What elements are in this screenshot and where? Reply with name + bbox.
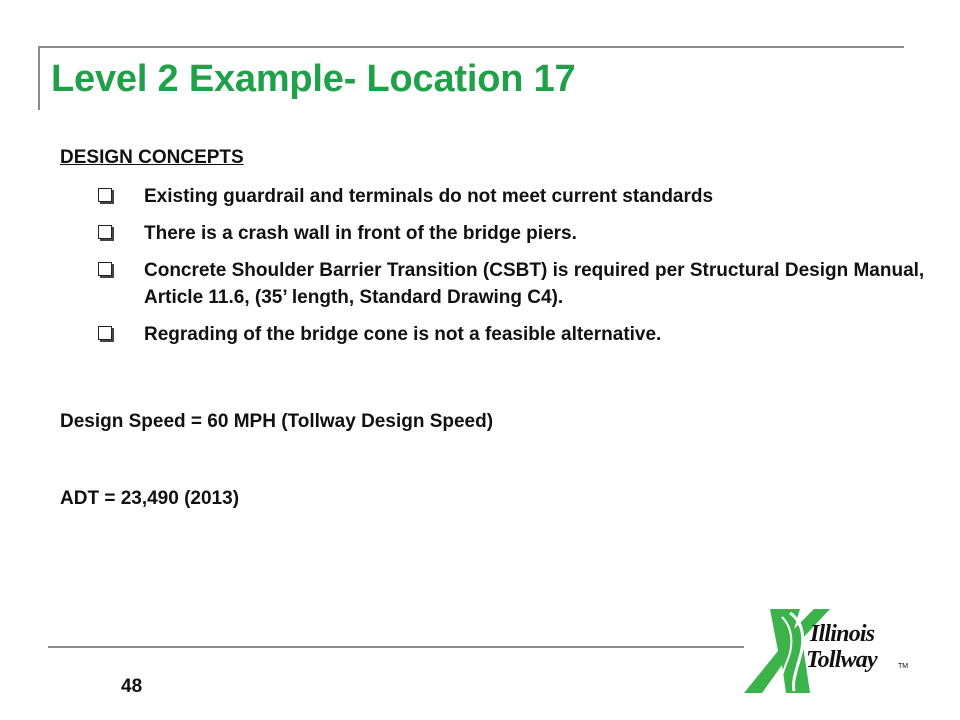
slide-title: Level 2 Example- Location 17 [51, 58, 576, 100]
bullet-text: Existing guardrail and terminals do not meet current standards [144, 186, 714, 207]
design-speed-text: Design Speed = 60 MPH (Tollway Design Speed) [60, 411, 494, 432]
logo-wordmark-line2: Tollway [806, 647, 877, 673]
section-heading: DESIGN CONCEPTS [60, 147, 244, 168]
checkbox-square-icon [98, 188, 112, 202]
logo-trademark: TM [898, 663, 909, 670]
frame-top-rule [38, 46, 904, 48]
logo-wordmark-line1: Illinois [810, 621, 875, 647]
checkbox-square-icon [98, 326, 112, 340]
checkbox-square-icon [98, 262, 112, 276]
bullet-item [60, 183, 930, 210]
checkbox-square-icon [98, 225, 112, 239]
bullet-text: There is a crash wall in front of the bridge piers. [144, 223, 577, 244]
adt-text: ADT = 23,490 (2013) [60, 488, 240, 509]
frame-left-rule [38, 46, 40, 110]
bullet-item [60, 257, 930, 311]
design-concepts-list [60, 183, 930, 348]
bullet-text: Concrete Shoulder Barrier Transition (CSBT) is required per Structural Design Manual, Article 11.6, (35’ length, Standard Drawing C4). [144, 260, 925, 308]
footer-rule [48, 646, 744, 648]
bullet-item [60, 220, 930, 247]
page-number: 48 [121, 676, 143, 697]
slide-content [60, 146, 930, 509]
bullet-item [60, 321, 930, 348]
bullet-text: Regrading of the bridge cone is not a feasible alternative. [144, 324, 662, 345]
illinois-tollway-logo [742, 607, 912, 695]
